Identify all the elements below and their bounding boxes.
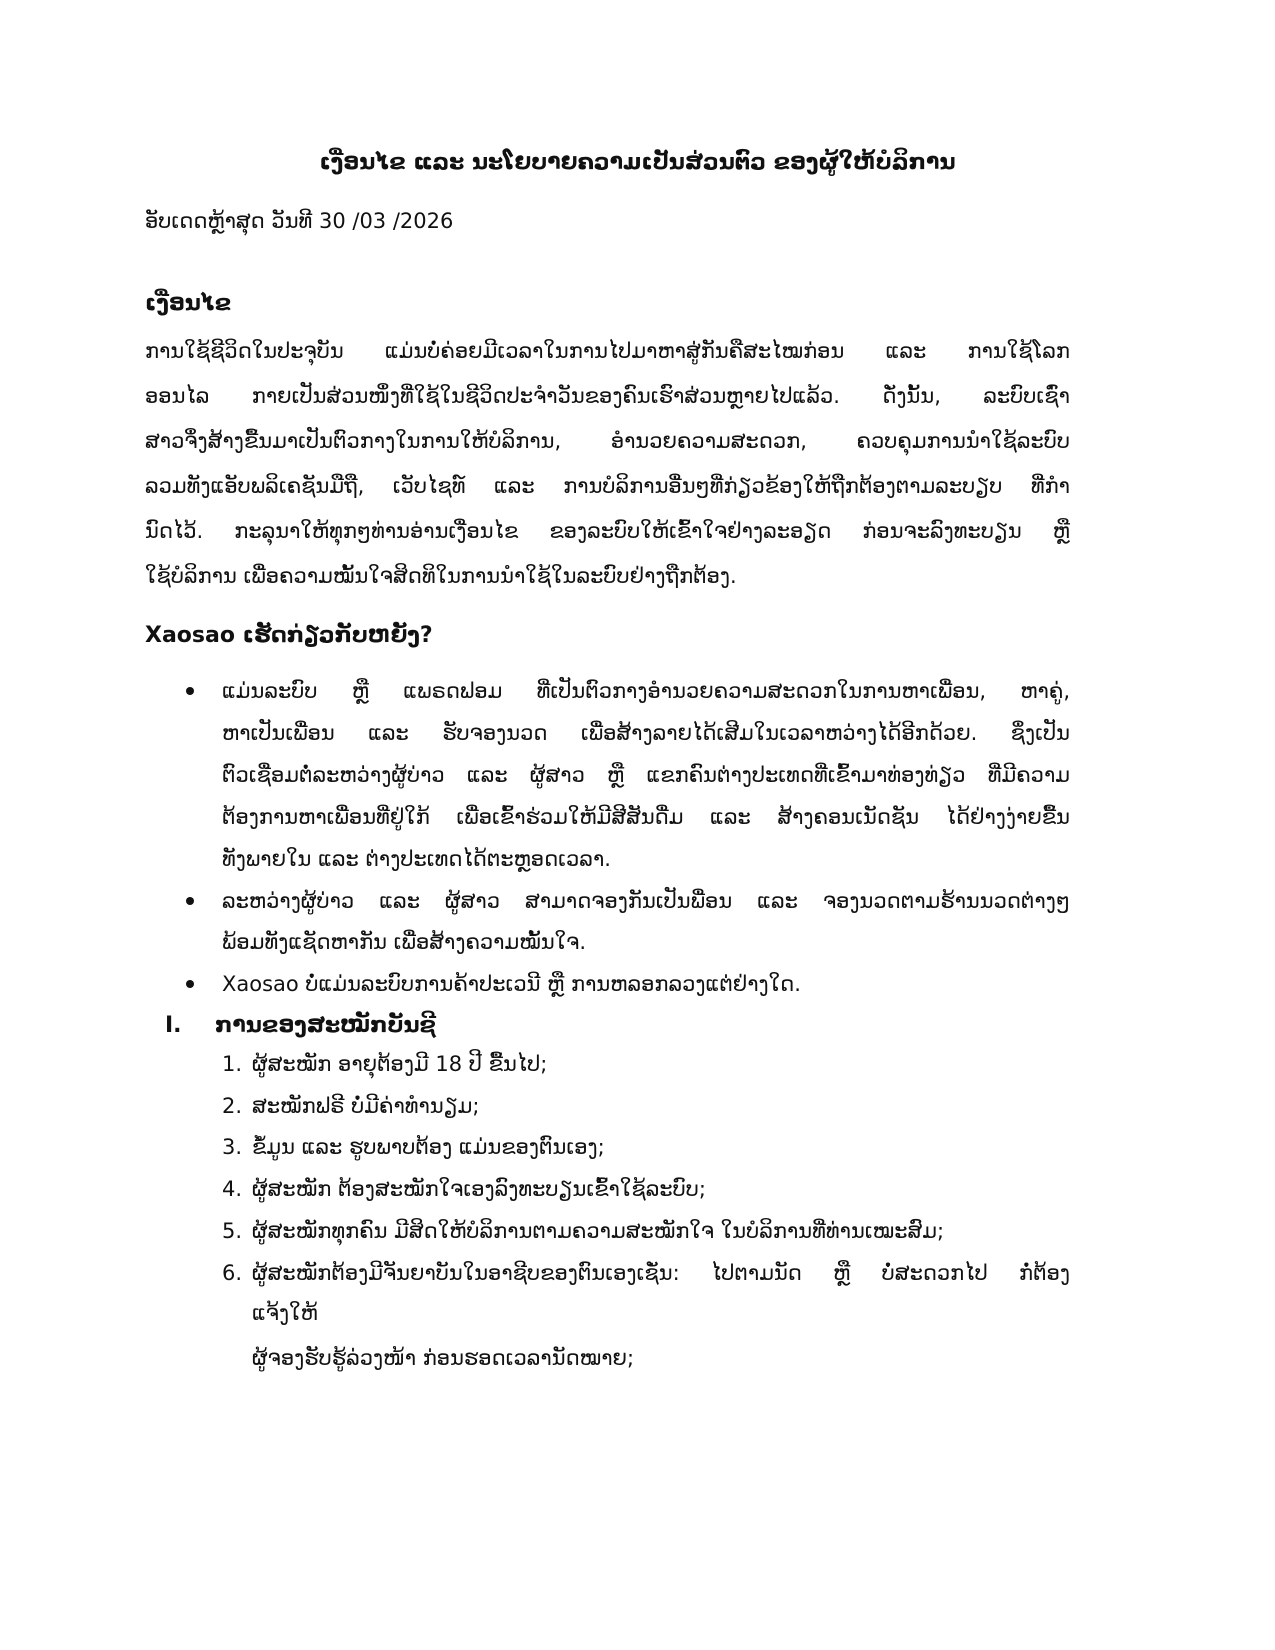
item-number: 2.: [222, 1094, 243, 1118]
bullet-line: Xaosao ບໍ່ແມ່ນລະບົບການຄ້າປະເວນີ ຫຼື ການຫລອກລວງແຕ່ຢ່າງໃດ.: [222, 972, 801, 996]
list-item-continued: ແຈ້ງໃຫ້: [252, 1301, 318, 1325]
item-number: 3.: [222, 1135, 243, 1159]
last-updated: ອັບເດດຫຼ້າສຸດ ວັນທີ 30 /03 /2026: [145, 209, 454, 233]
list-item: ຜູ້ສະໝັກທຸກຄົນ ມີສິດໃຫ້ບໍລິການຕາມຄວາມສະໝັກໃຈ ໃນບໍລິການທີ່ທ່ານເໝະສົມ;: [252, 1219, 945, 1243]
item-number: 6.: [222, 1261, 243, 1285]
bullet-icon: [186, 897, 194, 905]
paragraph-line: ໃຊ້ບໍລິການ ເພື່ອຄວາມໝັ້ນໃຈສິດທິໃນການນຳໃຊ້ໃນລະບົບຢ່າງຖືກຕ້ອງ.: [145, 564, 737, 588]
list-item: ຂໍ້ມູນ ແລະ ຮູບພາບຕ້ອງ ແມ່ນຂອງຕົນເອງ;: [252, 1135, 605, 1159]
paragraph-line: ອອນໄລ ກາຍເປັນສ່ວນໜຶ່ງທີ່ໃຊ້ໃນຊີວິດປະຈຳວັນຂອງຄົນເຮົາສ່ວນຫຼາຍໄປແລ້ວ. ດັ່ງນັ້ນ, ລະບົບເຊົ່າ: [145, 384, 1070, 408]
list-item: ຜູ້ສະໝັກ ອາຍຸຕ້ອງມີ 18 ປີ ຂື້ນໄປ;: [252, 1052, 548, 1076]
bullet-line: ຕົວເຊື່ອມຕໍ່ລະຫວ່າງຜູ້ບ່າວ ແລະ ຜູ້ສາວ ຫຼື ແຂກຄົນຕ່າງປະເທດທີ່ເຂົ້າມາທ່ອງທ່ຽວ ທີ່ມີຄວາມ: [222, 763, 1070, 787]
bullet-icon: [186, 687, 194, 695]
section-heading: ການຂອງສະໝັກບັນຊີ: [215, 1013, 436, 1038]
bullet-line: ຕ້ອງການຫາເພື່ອນທີ່ຢູ່ໃກ້ ເພື່ອເຂົ້າຮ່ວມໃຫ້ມີສີສັນດື່ມ ແລະ ສ້າງຄອນເນັດຊັນ ໄດ້ຢ່າງງ່າຍຂື້ນ: [222, 805, 1070, 829]
bullet-line: ພ້ອມທັງແຊັດຫາກັນ ເພື່ອສ້າງຄວາມໝັ້ນໃຈ.: [222, 930, 587, 954]
paragraph-line: ສາວຈຶ່ງສ້າງຂື້ນມາເປັນຕົວກາງໃນການໃຫ້ບໍລິການ, ອຳນວຍຄວາມສະດວກ, ຄວບຄຸມການນຳໃຊ້ລະບົບ: [145, 429, 1070, 453]
bullet-line: ແມ່ນລະບົບ ຫຼື ແພຣດຟອມ ທີ່ເປັນຕົວກາງອຳນວຍຄວາມສະດວກໃນການຫາເພື່ອນ, ຫາຄູ່,: [222, 679, 1070, 703]
bullet-line: ຫາເປັນເພື່ອນ ແລະ ຮັບຈອງນວດ ເພື່ອສ້າງລາຍໄດ້ເສີມໃນເວລາຫວ່າງໄດ້ອີກດ້ວຍ. ຊຶ່ງເປັນ: [222, 721, 1070, 745]
item-number: 5.: [222, 1219, 243, 1243]
item-number: 1.: [222, 1052, 243, 1076]
paragraph-line: ນົດໄວ້. ກະລຸນາໃຫ້ທຸກໆທ່ານອ່ານເງື່ອນໄຂ ຂອງລະບົບໃຫ້ເຂົ້າໃຈຢ່າງລະອຽດ ກ່ອນຈະລົງທະບຽນ ຫຼື: [145, 519, 1070, 543]
list-item-continued: ຜູ້ຈອງຮັບຮູ້ລ່ວງໜ້າ ກ່ອນຮອດເວລານັດໝາຍ;: [252, 1346, 635, 1370]
bullet-line: ລະຫວ່າງຜູ້ບ່າວ ແລະ ຜູ້ສາວ ສາມາດຈອງກັນເປັນພື່ອນ ແລະ ຈອງນວດຕາມຮ້ານນວດຕ່າງໆ: [222, 889, 1070, 913]
paragraph-line: ການໃຊ້ຊີວິດໃນປະຈຸບັນ ແມ່ນບໍ່ຄ່ອຍມີເວລາໃນການໄປມາຫາສູ່ກັນຄືສະໄໝກ່ອນ ແລະ ການໃຊ້ໂລກ: [145, 339, 1070, 363]
list-item: ຜູ້ສະໝັກຕ້ອງມີຈັນຍາບັນໃນອາຊີບຂອງຕົນເອງເຊັ່ນ: ໄປຕາມນັດ ຫຼື ບໍ່ສະດວກໄປ ກໍ່ຕ້ອງ: [252, 1261, 1070, 1285]
paragraph-line: ລວມທັງແອັບພລິເຄຊັນມືຖື, ເວັບໄຊທ໌ ແລະ ການບໍລິການອື່ນໆທີ່ກ່ຽວຂ້ອງໃຫ້ຖືກຕ້ອງຕາມລະບຽບ ທີ່ກຳ: [145, 474, 1070, 498]
list-item: ສະໝັກຟຣີ ບໍ່ມີຄ່າທຳນຽມ;: [252, 1094, 480, 1118]
bullet-icon: [186, 980, 194, 988]
document-title: ເງື່ອນໄຂ ແລະ ນະໂຍບາຍຄວາມເປັນສ່ວນຕົວ ຂອງຜູ້ໃຫ້ບໍລິການ: [319, 150, 956, 175]
item-number: 4.: [222, 1177, 243, 1201]
section-number: I.: [165, 1013, 182, 1038]
conditions-heading: ເງື່ອນໄຂ: [145, 291, 232, 316]
list-item: ຜູ້ສະໝັກ ຕ້ອງສະໝັກໃຈເອງລົງທະບຽນເຂົ້າໃຊ້ລະບົບ;: [252, 1177, 706, 1201]
about-heading: Xaosao ເຮັດກ່ຽວກັບຫຍັງ?: [145, 623, 433, 648]
bullet-line: ທັງພາຍໃນ ແລະ ຕ່າງປະເທດໄດ້ຕະຫຼອດເວລາ.: [222, 847, 611, 871]
